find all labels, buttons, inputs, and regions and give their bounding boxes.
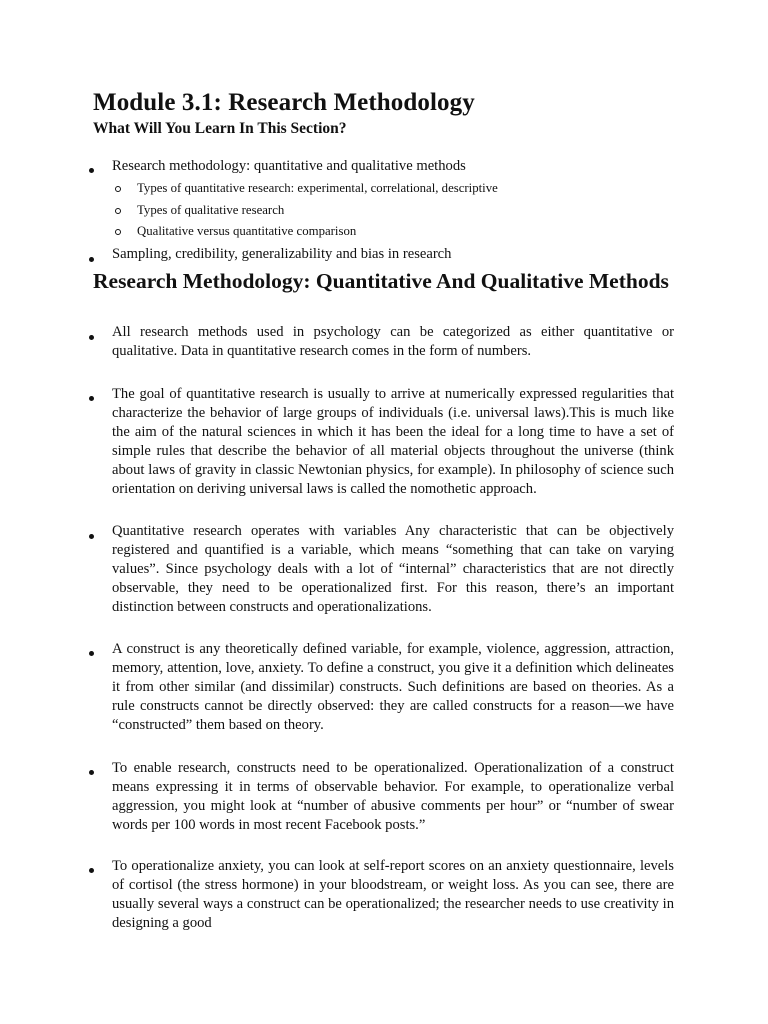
- section-heading: Research Methodology: Quantitative And Qualitative Methods: [93, 269, 669, 293]
- bullet-icon: [89, 257, 94, 262]
- outline-item: Research methodology: quantitative and qualitative methods: [112, 158, 466, 174]
- circle-bullet-icon: [115, 208, 121, 214]
- bullet-icon: [89, 770, 94, 775]
- paragraph: A construct is any theoretically defined variable, for example, violence, aggression, attraction, memory, attention, love, anxiety. To define a construct, you give it a definition which delineates it from other similar (and dissimilar) constructs. Such definitions are based on theories. As a rule constructs cannot be directly observed: they are called constructs for a reason—we have “constructed” them based on theory.: [112, 641, 674, 733]
- section-subtitle: What Will You Learn In This Section?: [93, 120, 347, 137]
- bullet-icon: [89, 651, 94, 656]
- bullet-icon: [89, 868, 94, 873]
- outline-subitem: Qualitative versus quantitative comparison: [137, 224, 357, 238]
- bullet-icon: [89, 396, 94, 401]
- paragraph: The goal of quantitative research is usually to arrive at numerically expressed regularities that characterize the behavior of large groups of individuals (i.e. universal laws).This is much like the aim of the natural sciences in which it has been the ideal for a long time to have a set of simple rules that describe the behavior of all material objects throughout the universe (think about laws of gravity in classic Newtonian physics, for example). In philosophy of science such orientation on deriving universal laws is called the nomothetic approach.: [112, 386, 674, 497]
- paragraph: To operationalize anxiety, you can look at self-report scores on an anxiety questionnaire, levels of cortisol (the stress hormone) in your bloodstream, or weight loss. As you can see, there are usually several ways a construct can be operationalized; the researcher needs to use creativity in designing a good: [112, 858, 674, 931]
- circle-bullet-icon: [115, 229, 121, 235]
- outline-item: Sampling, credibility, generalizability and bias in research: [112, 246, 452, 262]
- circle-bullet-icon: [115, 186, 121, 192]
- paragraph: All research methods used in psychology can be categorized as either quantitative or qualitative. Data in quantitative research comes in the form of numbers.: [112, 324, 674, 359]
- module-title: Module 3.1: Research Methodology: [93, 89, 475, 116]
- bullet-icon: [89, 534, 94, 539]
- paragraph: Quantitative research operates with variables Any characteristic that can be objectively registered and quantified is a variable, which means “something that can take on varying values”. Since psychology deals with a lot of “internal” characteristics that are not directly observable, they need to be operationalized first. For this reason, there’s an important distinction between constructs and operationalizations.: [112, 523, 674, 615]
- bullet-icon: [89, 168, 94, 173]
- outline-subitem: Types of quantitative research: experimental, correlational, descriptive: [137, 181, 498, 195]
- outline-subitem: Types of qualitative research: [137, 203, 285, 217]
- paragraph: To enable research, constructs need to be operationalized. Operationalization of a construct means expressing it in terms of observable behavior. For example, to operationalize verbal aggression, you might look at “number of abusive comments per hour” or “number of swear words per 100 words in most recent Facebook posts.”: [112, 760, 674, 833]
- bullet-icon: [89, 335, 94, 340]
